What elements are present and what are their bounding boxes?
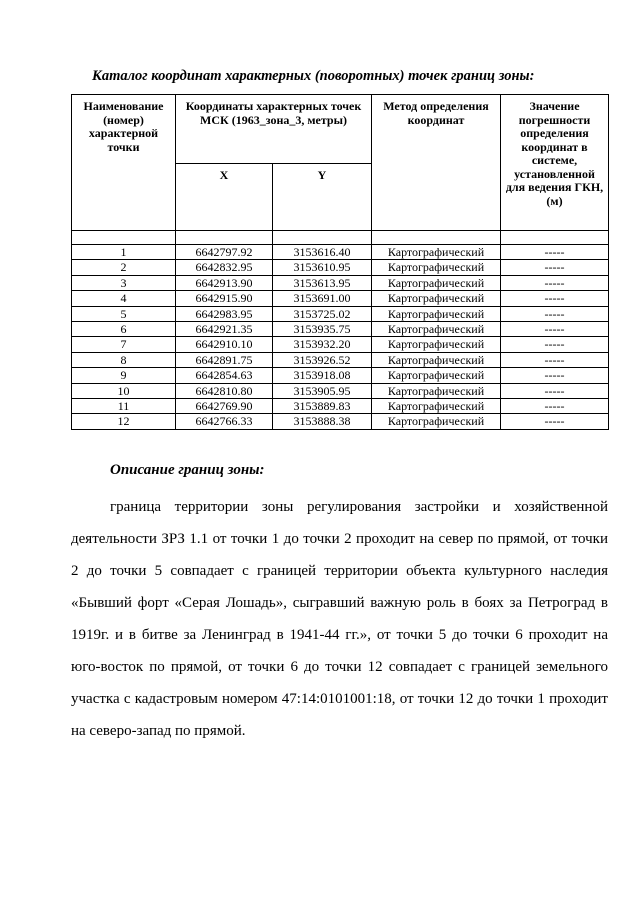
- table-row: [72, 414, 609, 429]
- table-row: [72, 368, 609, 383]
- y-coordinate-cell: 3153918.08: [273, 368, 372, 383]
- x-coordinate-cell: 6642891.75: [176, 352, 273, 367]
- point-number-cell: 4: [72, 291, 176, 306]
- point-number-cell: 12: [72, 414, 176, 429]
- x-coordinate-cell: 6642769.90: [176, 399, 273, 414]
- error-cell: -----: [501, 306, 609, 321]
- point-number-cell: 7: [72, 337, 176, 352]
- point-number-cell: 1: [72, 245, 176, 260]
- method-cell: Картографический: [372, 291, 501, 306]
- table-row: [72, 399, 609, 414]
- x-coordinate-cell: 6642921.35: [176, 322, 273, 337]
- y-coordinate-cell: 3153932.20: [273, 337, 372, 352]
- spacer-cell: [372, 231, 501, 245]
- x-coordinate-cell: 6642832.95: [176, 260, 273, 275]
- error-cell: -----: [501, 245, 609, 260]
- y-coordinate-cell: 3153691.00: [273, 291, 372, 306]
- table-row: [72, 260, 609, 275]
- point-number-cell: 8: [72, 352, 176, 367]
- y-coordinate-cell: 3153889.83: [273, 399, 372, 414]
- x-coordinate-cell: 6642810.80: [176, 383, 273, 398]
- table-row: [72, 352, 609, 367]
- header-coordinates: Координаты характерных точек МСК (1963_зона_3, метры): [176, 95, 372, 164]
- x-coordinate-cell: 6642910.10: [176, 337, 273, 352]
- y-coordinate-cell: 3153935.75: [273, 322, 372, 337]
- catalog-title: Каталог координат характерных (поворотных) точек границ зоны:: [92, 68, 535, 84]
- table-row: [72, 383, 609, 398]
- table-row: [72, 337, 609, 352]
- header-x: X: [176, 164, 273, 231]
- method-cell: Картографический: [372, 399, 501, 414]
- y-coordinate-cell: 3153616.40: [273, 245, 372, 260]
- y-coordinate-cell: 3153610.95: [273, 260, 372, 275]
- point-number-cell: 9: [72, 368, 176, 383]
- error-cell: -----: [501, 352, 609, 367]
- method-cell: Картографический: [372, 383, 501, 398]
- spacer-cell: [273, 231, 372, 245]
- header-point-name: Наименование (номер) характерной точки: [72, 95, 176, 231]
- error-cell: -----: [501, 414, 609, 429]
- table-row: [72, 291, 609, 306]
- x-coordinate-cell: 6642797.92: [176, 245, 273, 260]
- y-coordinate-cell: 3153613.95: [273, 275, 372, 290]
- description-line: деятельности ЗРЗ 1.1 от точки 1 до точки 2 проходит на север по прямой, от точки: [71, 531, 608, 547]
- error-cell: -----: [501, 322, 609, 337]
- error-cell: -----: [501, 399, 609, 414]
- error-cell: -----: [501, 291, 609, 306]
- y-coordinate-cell: 3153888.38: [273, 414, 372, 429]
- table-row: [72, 306, 609, 321]
- description-line: на северо-запад по прямой.: [71, 723, 246, 739]
- y-coordinate-cell: 3153905.95: [273, 383, 372, 398]
- description-line: «Бывший форт «Серая Лошадь», сыгравший важную роль в боях за Петроград в: [71, 595, 608, 611]
- description-line: 2 до точки 5 совпадает с границей территории объекта культурного наследия: [71, 563, 608, 579]
- error-cell: -----: [501, 260, 609, 275]
- point-number-cell: 10: [72, 383, 176, 398]
- method-cell: Картографический: [372, 260, 501, 275]
- spacer-cell: [72, 231, 176, 245]
- description-line: юго-восток по прямой, от точки 6 до точки 12 совпадает с границей земельного: [71, 659, 608, 675]
- description-heading: Описание границ зоны:: [110, 462, 265, 478]
- table-row: [72, 275, 609, 290]
- y-coordinate-cell: 3153926.52: [273, 352, 372, 367]
- spacer-cell: [501, 231, 609, 245]
- method-cell: Картографический: [372, 337, 501, 352]
- header-y: Y: [273, 164, 372, 231]
- error-cell: -----: [501, 275, 609, 290]
- method-cell: Картографический: [372, 414, 501, 429]
- method-cell: Картографический: [372, 322, 501, 337]
- description-line: участка с кадастровым номером 47:14:0101001:18, от точки 12 до точки 1 проходит: [71, 691, 608, 707]
- header-error: Значение погрешности определения координат в системе, установленной для ведения ГКН, (м): [501, 95, 609, 231]
- description-line: граница территории зоны регулирования застройки и хозяйственной: [110, 499, 608, 515]
- method-cell: Картографический: [372, 352, 501, 367]
- method-cell: Картографический: [372, 275, 501, 290]
- spacer-cell: [176, 231, 273, 245]
- point-number-cell: 6: [72, 322, 176, 337]
- x-coordinate-cell: 6642983.95: [176, 306, 273, 321]
- method-cell: Картографический: [372, 368, 501, 383]
- table-row: [72, 322, 609, 337]
- description-line: 1919г. и в битве за Ленинград в 1941-44 гг.», от точки 5 до точки 6 проходит на: [71, 627, 608, 643]
- header-method: Метод определения координат: [372, 95, 501, 231]
- table-spacer-row: [72, 231, 609, 245]
- x-coordinate-cell: 6642854.63: [176, 368, 273, 383]
- point-number-cell: 5: [72, 306, 176, 321]
- method-cell: Картографический: [372, 245, 501, 260]
- coordinates-table: [71, 94, 609, 430]
- point-number-cell: 11: [72, 399, 176, 414]
- x-coordinate-cell: 6642915.90: [176, 291, 273, 306]
- table-body: [72, 231, 609, 430]
- error-cell: -----: [501, 368, 609, 383]
- method-cell: Картографический: [372, 306, 501, 321]
- x-coordinate-cell: 6642913.90: [176, 275, 273, 290]
- error-cell: -----: [501, 383, 609, 398]
- table-row: [72, 245, 609, 260]
- y-coordinate-cell: 3153725.02: [273, 306, 372, 321]
- point-number-cell: 2: [72, 260, 176, 275]
- error-cell: -----: [501, 337, 609, 352]
- point-number-cell: 3: [72, 275, 176, 290]
- description-paragraph: [71, 491, 608, 747]
- x-coordinate-cell: 6642766.33: [176, 414, 273, 429]
